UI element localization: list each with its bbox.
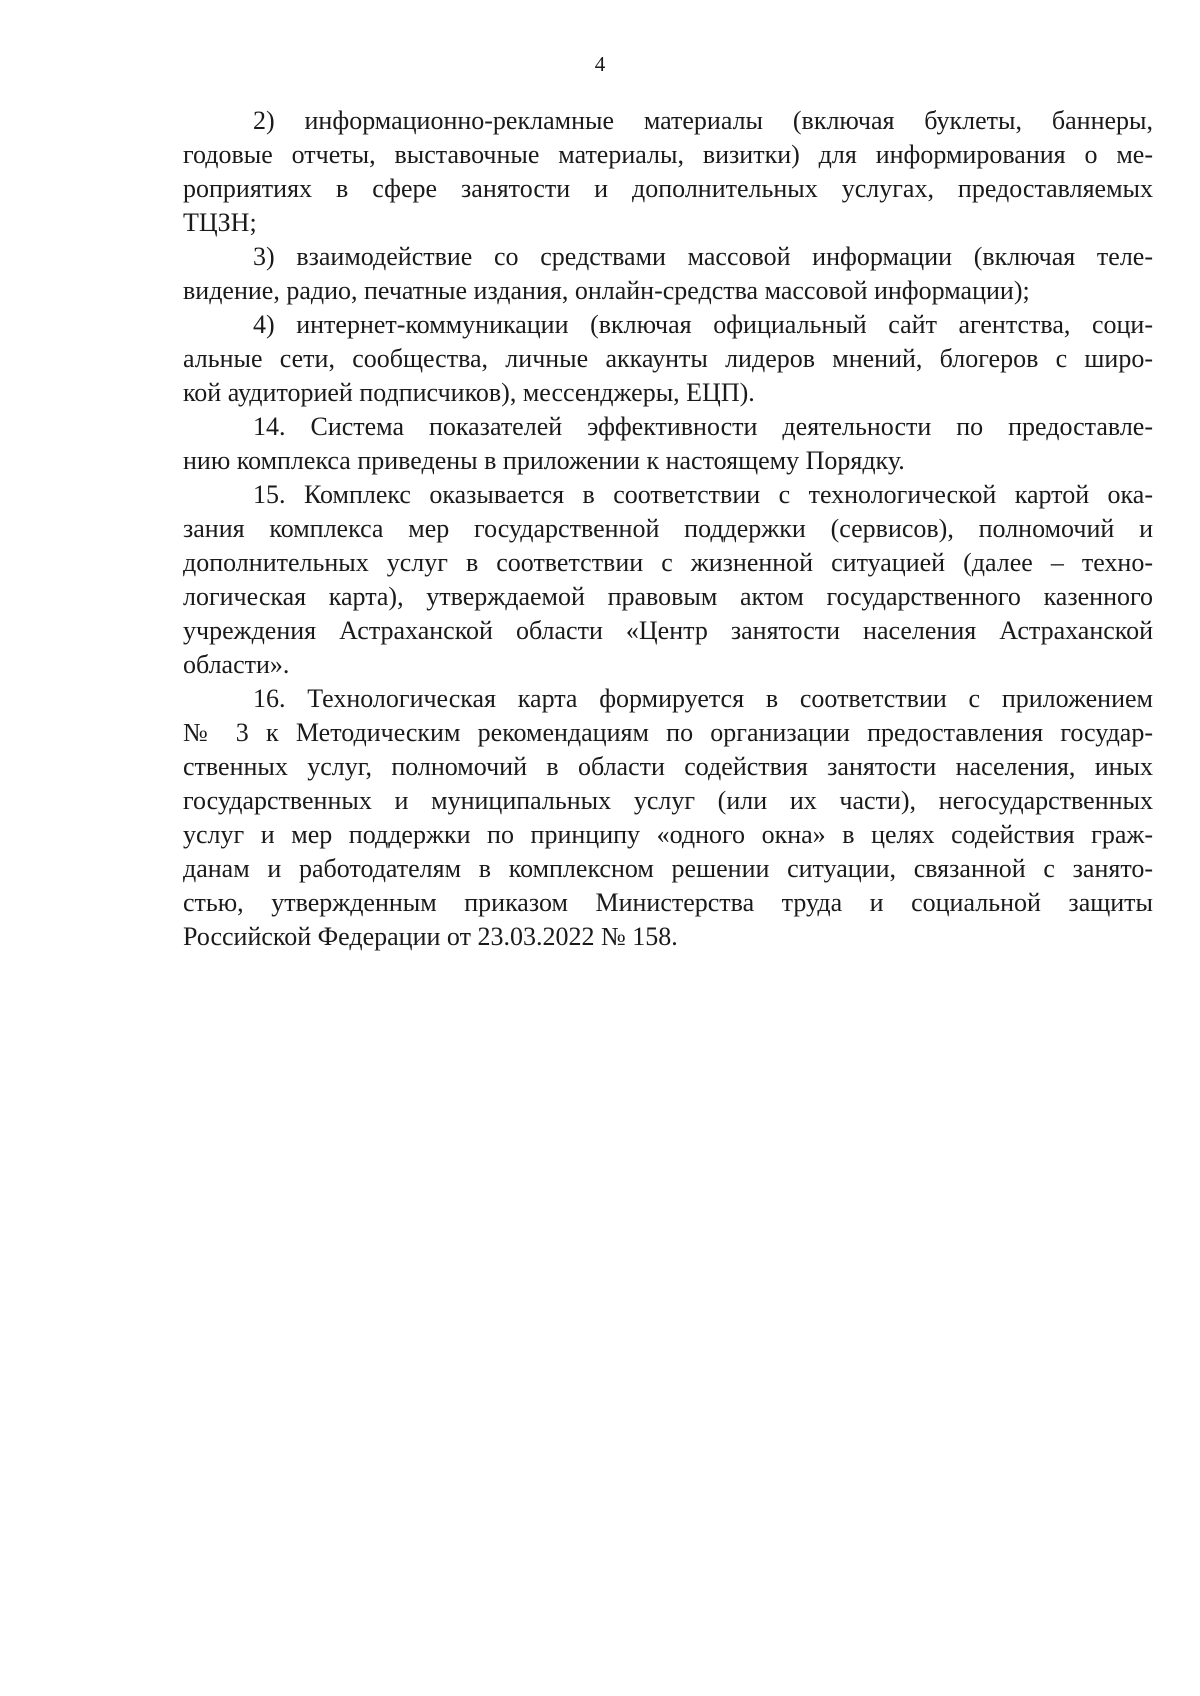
document-body	[183, 104, 1153, 954]
text-line: стью, утвержденным приказом Министерства труда и социальной защиты	[183, 888, 1153, 917]
text-line: № 3 к Методическим рекомендациям по организации предоставления государ-	[183, 718, 1153, 747]
text-line: 4) интернет-коммуникации (включая официальный сайт агентства, соци-	[253, 310, 1153, 339]
text-line: видение, радио, печатные издания, онлайн-средства массовой информации);	[183, 276, 1030, 305]
text-line: годовые отчеты, выставочные материалы, визитки) для информирования о ме-	[183, 140, 1153, 169]
text-line: области».	[183, 650, 290, 679]
text-line: государственных и муниципальных услуг (или их части), негосударственных	[183, 786, 1153, 815]
text-line: учреждения Астраханской области «Центр занятости населения Астраханской	[183, 616, 1153, 645]
text-line: зания комплекса мер государственной поддержки (сервисов), полномочий и	[183, 514, 1153, 543]
text-line: 15. Комплекс оказывается в соответствии с технологической картой ока-	[253, 480, 1153, 509]
text-line: ТЦЗН;	[183, 208, 257, 237]
text-line: 14. Система показателей эффективности деятельности по предоставле-	[253, 412, 1153, 441]
text-line: ственных услуг, полномочий в области содействия занятости населения, иных	[183, 752, 1153, 781]
text-line: 3) взаимодействие со средствами массовой информации (включая теле-	[253, 242, 1153, 271]
text-line: Российской Федерации от 23.03.2022 № 158.	[183, 922, 678, 951]
text-line: 2) информационно-рекламные материалы (включая буклеты, баннеры,	[253, 106, 1153, 135]
text-line: услуг и мер поддержки по принципу «одного окна» в целях содействия граж-	[183, 820, 1153, 849]
text-line: нию комплекса приведены в приложении к настоящему Порядку.	[183, 446, 905, 475]
text-line: альные сети, сообщества, личные аккаунты лидеров мнений, блогеров с широ-	[183, 344, 1153, 373]
text-line: роприятиях в сфере занятости и дополнительных услугах, предоставляемых	[183, 174, 1153, 203]
text-line: 16. Технологическая карта формируется в соответствии с приложением	[253, 684, 1153, 713]
page-number: 4	[594, 52, 606, 76]
text-line: данам и работодателям в комплексном решении ситуации, связанной с занято-	[183, 854, 1153, 883]
text-line: кой аудиторией подписчиков), мессенджеры, ЕЦП).	[183, 378, 755, 407]
text-line: логическая карта), утверждаемой правовым актом государственного казенного	[183, 582, 1153, 611]
text-line: дополнительных услуг в соответствии с жизненной ситуацией (далее – техно-	[183, 548, 1153, 577]
